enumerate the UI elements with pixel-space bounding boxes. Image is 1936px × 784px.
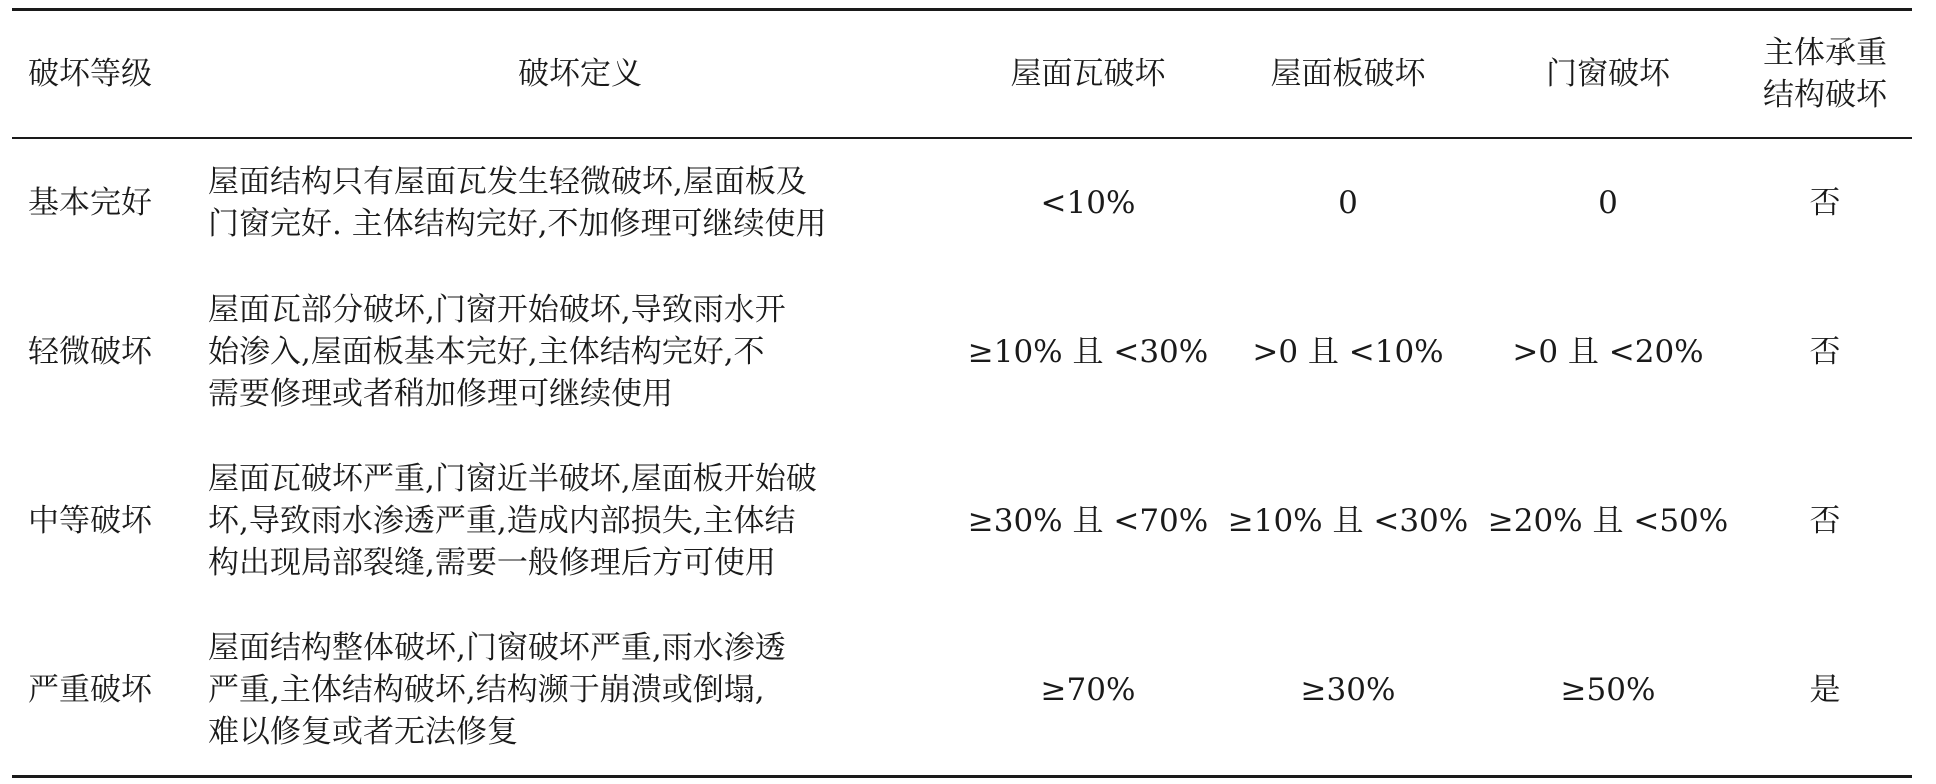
cell-definition <box>202 437 958 605</box>
header-level: 破坏等级 <box>28 56 152 92</box>
header-main-structure-line1: 主体承重 <box>1763 35 1887 71</box>
header-main-structure-line2: 结构破坏 <box>1763 77 1887 113</box>
cell-roof-tile: ≥70% <box>1040 672 1136 708</box>
cell-roof-panel: ≥30% <box>1300 672 1396 708</box>
definition-line: 屋面瓦部分破坏,门窗开始破坏,导致雨水开 <box>208 292 786 328</box>
cell-roof-panel: >0 且 <10% <box>1252 334 1444 370</box>
definition-line: 屋面结构整体破坏,门窗破坏严重,雨水渗透 <box>208 630 786 666</box>
definition-line: 门窗完好. 主体结构完好,不加修理可继续使用 <box>208 206 827 242</box>
cell-definition <box>202 267 958 437</box>
table-row <box>12 138 1912 267</box>
header-doors-windows: 门窗破坏 <box>1546 56 1670 92</box>
cell-definition <box>202 138 958 267</box>
header-main-structure <box>1738 10 1912 139</box>
cell-doors-windows: 0 <box>1598 185 1618 221</box>
definition-line: 难以修复或者无法修复 <box>208 714 518 750</box>
cell-main-structure: 否 <box>1809 334 1841 370</box>
table-row <box>12 605 1912 777</box>
definition-line: 始渗入,屋面板基本完好,主体结构完好,不 <box>208 334 765 370</box>
definition-line: 严重,主体结构破坏,结构濒于崩溃或倒塌, <box>208 672 765 708</box>
header-definition: 破坏定义 <box>518 56 642 92</box>
cell-doors-windows: ≥20% 且 <50% <box>1487 503 1729 539</box>
definition-line: 坏,导致雨水渗透严重,造成内部损失,主体结 <box>208 503 796 539</box>
cell-roof-tile: ≥10% 且 <30% <box>967 334 1209 370</box>
definition-line: 屋面结构只有屋面瓦发生轻微破坏,屋面板及 <box>208 164 807 200</box>
cell-doors-windows: ≥50% <box>1560 672 1656 708</box>
cell-roof-tile: <10% <box>1040 185 1136 221</box>
cell-level: 基本完好 <box>28 185 152 221</box>
header-roof-tile: 屋面瓦破坏 <box>1010 56 1166 92</box>
cell-roof-panel: 0 <box>1338 185 1358 221</box>
cell-main-structure: 是 <box>1809 672 1841 708</box>
table-row <box>12 267 1912 437</box>
table-row <box>12 437 1912 605</box>
table-header-row <box>12 10 1912 139</box>
cell-roof-tile: ≥30% 且 <70% <box>967 503 1209 539</box>
damage-grade-table <box>12 8 1912 778</box>
header-roof-panel: 屋面板破坏 <box>1270 56 1426 92</box>
definition-line: 需要修理或者稍加修理可继续使用 <box>208 376 673 412</box>
cell-main-structure: 否 <box>1809 185 1841 221</box>
cell-level: 轻微破坏 <box>28 334 152 370</box>
cell-definition <box>202 605 958 777</box>
definition-line: 构出现局部裂缝,需要一般修理后方可使用 <box>208 545 776 581</box>
cell-level: 中等破坏 <box>28 503 152 539</box>
cell-level: 严重破坏 <box>28 672 152 708</box>
cell-main-structure: 否 <box>1809 503 1841 539</box>
cell-doors-windows: >0 且 <20% <box>1512 334 1704 370</box>
cell-roof-panel: ≥10% 且 <30% <box>1227 503 1469 539</box>
definition-line: 屋面瓦破坏严重,门窗近半破坏,屋面板开始破 <box>208 461 817 497</box>
